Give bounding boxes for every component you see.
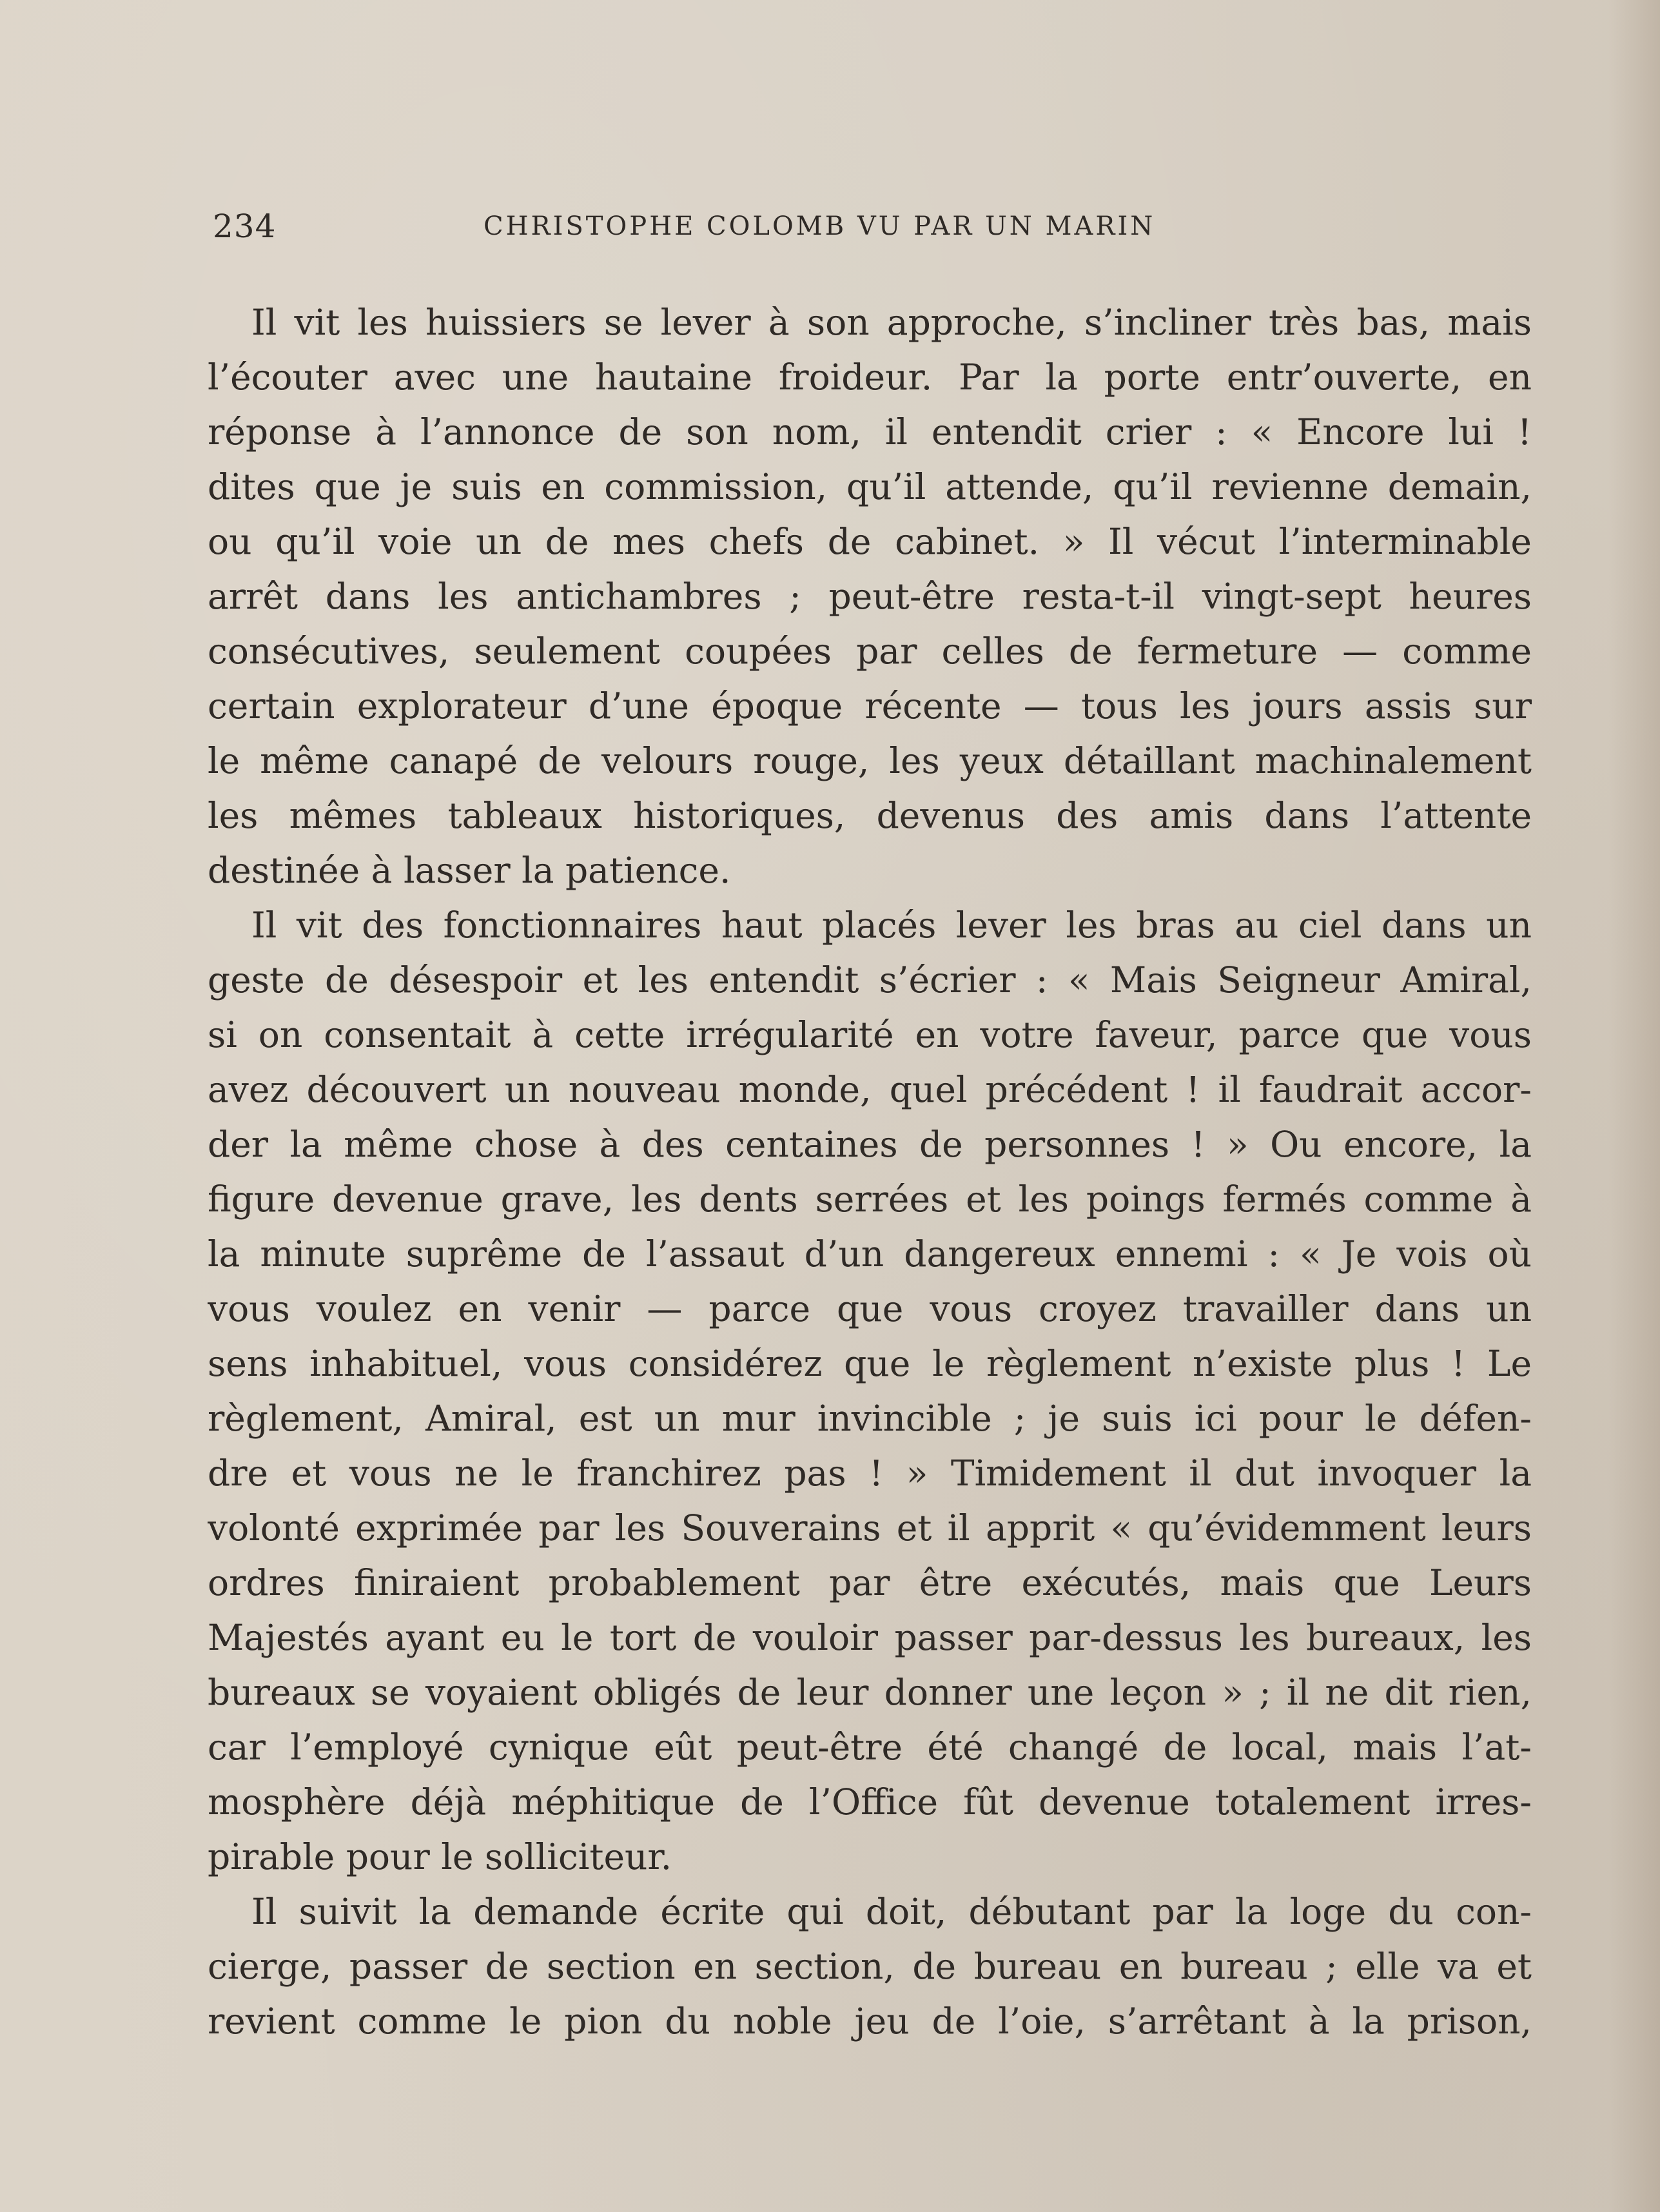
text-line: les mêmes tableaux historiques, devenus des amis dans l’attente <box>208 795 1532 836</box>
text-line: ou qu’il voie un de mes chefs de cabinet. » Il vécut l’interminable <box>208 521 1532 562</box>
text-line: avez découvert un nouveau monde, quel précédent ! il faudrait accor- <box>208 1069 1532 1110</box>
page-number: 234 <box>213 208 277 245</box>
text-line: certain explorateur d’une époque récente — tous les jours assis sur <box>208 685 1532 727</box>
running-title: CHRISTOPHE COLOMB VU PAR UN MARIN <box>483 211 1156 241</box>
text-line: pirable pour le solliciteur. <box>208 1836 672 1877</box>
text-line: destinée à lasser la patience. <box>208 850 731 891</box>
page-header <box>213 208 1270 259</box>
text-line: dre et vous ne le franchirez pas ! » Timidement il dut invoquer la <box>208 1453 1532 1494</box>
text-line: Il vit les huissiers se lever à son approche, s’incliner très bas, mais <box>251 302 1532 343</box>
text-line: arrêt dans les antichambres ; peut-être resta-t-il vingt-sept heures <box>208 576 1532 617</box>
body-text <box>208 295 1532 2049</box>
text-line: réponse à l’annonce de son nom, il entendit crier : « Encore lui ! <box>208 411 1532 453</box>
text-line: l’écouter avec une hautaine froideur. Par la porte entr’ouverte, en <box>208 357 1532 398</box>
text-line: dites que je suis en commission, qu’il attende, qu’il revienne demain, <box>208 466 1532 507</box>
text-line: si on consentait à cette irrégularité en votre faveur, parce que vous <box>208 1014 1532 1055</box>
text-line: Il suivit la demande écrite qui doit, débutant par la loge du con- <box>251 1891 1532 1932</box>
text-line: car l’employé cynique eût peut-être été changé de local, mais l’at- <box>208 1727 1532 1768</box>
text-line: Il vit des fonctionnaires haut placés lever les bras au ciel dans un <box>251 905 1532 946</box>
text-line: cierge, passer de section en section, de bureau en bureau ; elle va et <box>208 1946 1532 1987</box>
text-line: consécutives, seulement coupées par celles de fermeture — comme <box>208 631 1532 672</box>
text-line: règlement, Amiral, est un mur invincible ; je suis ici pour le défen- <box>208 1398 1532 1439</box>
text-line: volonté exprimée par les Souverains et il apprit « qu’évidemment leurs <box>208 1507 1532 1549</box>
text-line: der la même chose à des centaines de personnes ! » Ou encore, la <box>208 1124 1532 1165</box>
text-line: sens inhabituel, vous considérez que le règlement n’existe plus ! Le <box>208 1343 1532 1384</box>
text-line: le même canapé de velours rouge, les yeux détaillant machinalement <box>208 740 1532 781</box>
text-line: ordres finiraient probablement par être exécutés, mais que Leurs <box>208 1562 1532 1603</box>
text-line: geste de désespoir et les entendit s’écrier : « Mais Seigneur Amiral, <box>208 959 1532 1001</box>
text-line: la minute suprême de l’assaut d’un dangereux ennemi : « Je vois où <box>208 1233 1532 1275</box>
text-line: bureaux se voyaient obligés de leur donner une leçon » ; il ne dit rien, <box>208 1672 1532 1713</box>
text-line: mosphère déjà méphitique de l’Office fût devenue totalement irres- <box>208 1781 1532 1823</box>
text-line: figure devenue grave, les dents serrées et les poings fermés comme à <box>208 1179 1532 1220</box>
text-line: revient comme le pion du noble jeu de l’oie, s’arrêtant à la prison, <box>208 2001 1532 2042</box>
page-edge-shadow <box>1608 0 1660 2212</box>
text-line: Majestés ayant eu le tort de vouloir passer par-dessus les bureaux, les <box>208 1617 1532 1658</box>
text-line: vous voulez en venir — parce que vous croyez travailler dans un <box>208 1288 1532 1329</box>
